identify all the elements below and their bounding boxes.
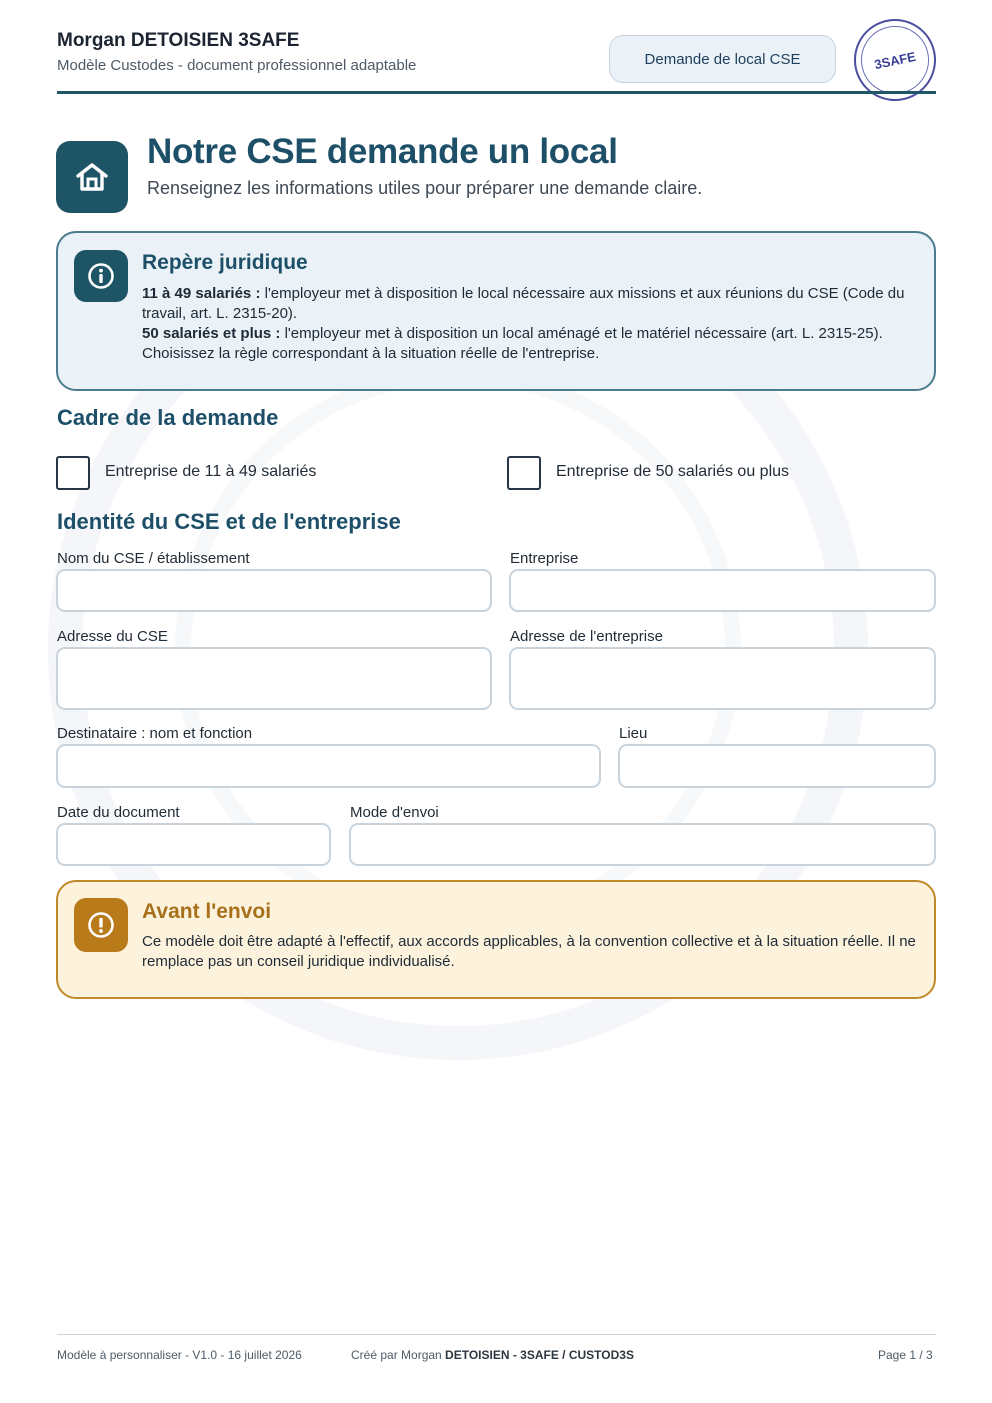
header-subtitle: Modèle Custodes - document professionnel adaptable bbox=[57, 57, 417, 74]
legal-title: Repère juridique bbox=[142, 251, 308, 274]
footer-divider bbox=[57, 1334, 936, 1335]
adresse-cse-input[interactable] bbox=[56, 647, 492, 710]
section-title-cadre: Cadre de la demande bbox=[57, 405, 279, 430]
date-input[interactable] bbox=[56, 823, 331, 866]
page-intro: Renseignez les informations utiles pour préparer une demande claire. bbox=[147, 178, 703, 198]
warning-text: Ce modèle doit être adapté à l'effectif, aux accords applicables, à la convention collective et à la situation réelle. Il ne remplace pas un conseil juridique individualisé. bbox=[142, 933, 916, 970]
nom-cse-input[interactable] bbox=[56, 569, 492, 612]
checkbox-50-plus-employees[interactable] bbox=[507, 456, 541, 490]
alert-icon bbox=[74, 898, 128, 952]
adresse-entreprise-input[interactable] bbox=[509, 647, 936, 710]
section-title-identity: Identité du CSE et de l'entreprise bbox=[57, 509, 401, 534]
entreprise-label: Entreprise bbox=[510, 550, 579, 567]
checkbox-label-11-49: Entreprise de 11 à 49 salariés bbox=[105, 463, 317, 480]
warning-title: Avant l'envoi bbox=[142, 900, 272, 923]
header-divider bbox=[57, 91, 936, 94]
destinataire-input[interactable] bbox=[56, 744, 601, 788]
mode-envoi-label: Mode d'envoi bbox=[350, 804, 439, 821]
adresse-cse-label: Adresse du CSE bbox=[57, 628, 168, 645]
destinataire-label: Destinataire : nom et fonction bbox=[57, 725, 253, 742]
footer-version: Modèle à personnaliser - V1.0 - 16 juillet 2026 bbox=[57, 1348, 302, 1362]
date-label: Date du document bbox=[57, 804, 180, 821]
footer-credits-bold: DETOISIEN - 3SAFE / CUSTOD3S bbox=[445, 1348, 634, 1362]
entreprise-input[interactable] bbox=[509, 569, 936, 612]
checkbox-label-50-plus: Entreprise de 50 salariés ou plus bbox=[556, 463, 790, 480]
lieu-label: Lieu bbox=[619, 725, 648, 742]
mode-envoi-input[interactable] bbox=[349, 823, 936, 866]
nom-cse-label: Nom du CSE / établissement bbox=[57, 550, 250, 567]
page-title: Notre CSE demande un local bbox=[147, 132, 618, 171]
legal-rule-large-text: l'employeur met à disposition un local aménagé et le matériel nécessaire (art. L. 2315-25). bbox=[280, 325, 883, 342]
lieu-input[interactable] bbox=[618, 744, 936, 788]
footer-page-number: Page 1 / 3 bbox=[878, 1348, 933, 1362]
home-icon bbox=[56, 141, 128, 213]
seal-text: 3SAFE bbox=[855, 20, 936, 101]
legal-text bbox=[142, 284, 922, 364]
adresse-entreprise-label: Adresse de l'entreprise bbox=[510, 628, 663, 645]
legal-rule-small-text: l'employeur met à disposition le local nécessaire aux missions et aux réunions du CSE (Code du travail, art. L. 2315-20). bbox=[142, 285, 905, 322]
header-author: Morgan DETOISIEN 3SAFE bbox=[57, 30, 300, 51]
footer-credits bbox=[351, 1348, 634, 1362]
legal-rule-large-label: 50 salariés et plus : bbox=[142, 325, 281, 342]
checkbox-11-49-employees[interactable] bbox=[56, 456, 90, 490]
document-type-badge: Demande de local CSE bbox=[609, 35, 836, 83]
info-icon bbox=[74, 250, 128, 302]
footer-credits-prefix: Créé par Morgan bbox=[351, 1348, 446, 1362]
legal-rule-small-label: 11 à 49 salariés : bbox=[142, 285, 261, 302]
company-seal-logo bbox=[854, 19, 936, 101]
legal-instruction: Choisissez la règle correspondant à la situation réelle de l'entreprise. bbox=[142, 345, 600, 362]
